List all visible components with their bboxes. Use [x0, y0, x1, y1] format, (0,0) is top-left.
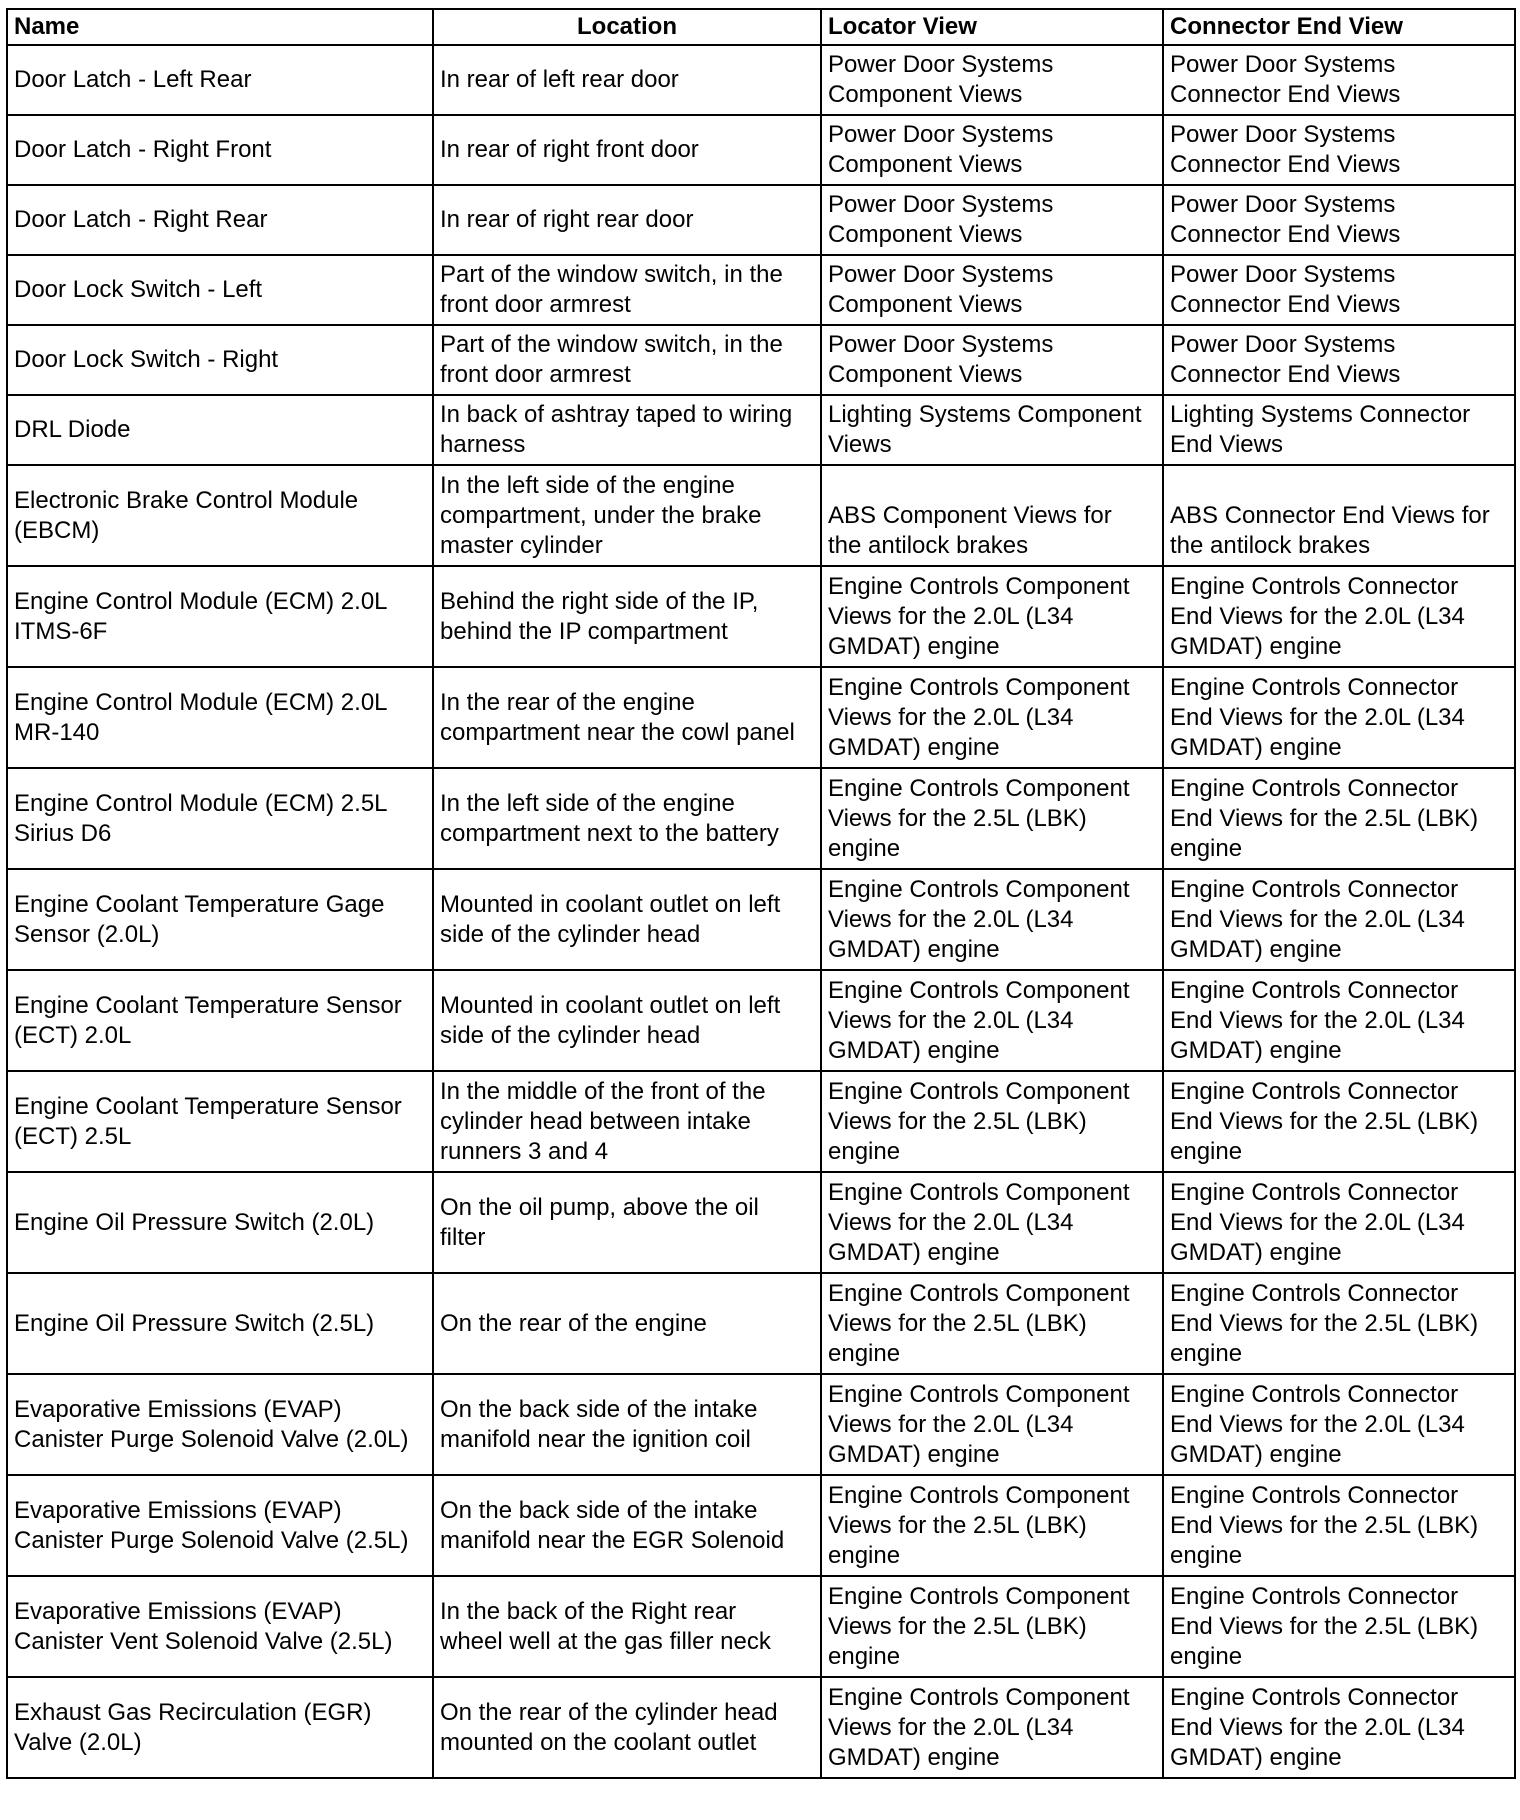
location-cell: In rear of right rear door — [433, 185, 821, 255]
location-cell: In the middle of the front of the cylinder head between intake runners 3 and 4 — [433, 1071, 821, 1172]
table-row — [7, 768, 1515, 869]
connector-view-cell: Engine Controls Connector End Views for the 2.5L (LBK) engine — [1163, 1576, 1515, 1677]
table-row — [7, 1576, 1515, 1677]
table-row — [7, 1172, 1515, 1273]
name-cell: Engine Coolant Temperature Sensor (ECT) 2.0L — [7, 970, 433, 1071]
location-cell: Mounted in coolant outlet on left side of the cylinder head — [433, 869, 821, 970]
header-locator-view: Locator View — [821, 9, 1163, 45]
name-cell: Evaporative Emissions (EVAP) Canister Purge Solenoid Valve (2.0L) — [7, 1374, 433, 1475]
table-header — [7, 9, 1515, 45]
table-row — [7, 1273, 1515, 1374]
name-cell: DRL Diode — [7, 395, 433, 465]
location-cell: On the rear of the cylinder head mounted on the coolant outlet — [433, 1677, 821, 1778]
connector-view-cell: Lighting Systems Connector End Views — [1163, 395, 1515, 465]
connector-view-cell: Engine Controls Connector End Views for the 2.0L (L34 GMDAT) engine — [1163, 1172, 1515, 1273]
name-cell: Door Latch - Right Front — [7, 115, 433, 185]
name-cell: Door Lock Switch - Left — [7, 255, 433, 325]
locator-view-cell: Power Door Systems Component Views — [821, 255, 1163, 325]
connector-view-cell: Engine Controls Connector End Views for the 2.0L (L34 GMDAT) engine — [1163, 869, 1515, 970]
location-cell: In the left side of the engine compartment next to the battery — [433, 768, 821, 869]
connector-view-cell: Engine Controls Connector End Views for the 2.0L (L34 GMDAT) engine — [1163, 667, 1515, 768]
name-cell: Electronic Brake Control Module (EBCM) — [7, 465, 433, 566]
locator-view-cell: Engine Controls Component Views for the 2.0L (L34 GMDAT) engine — [821, 1172, 1163, 1273]
header-name: Name — [7, 9, 433, 45]
document-page — [6, 8, 1514, 1779]
location-cell: In the left side of the engine compartment, under the brake master cylinder — [433, 465, 821, 566]
connector-view-cell: Power Door Systems Connector End Views — [1163, 255, 1515, 325]
location-cell: On the rear of the engine — [433, 1273, 821, 1374]
locator-view-cell: Power Door Systems Component Views — [821, 45, 1163, 115]
header-row — [7, 9, 1515, 45]
name-cell: Engine Oil Pressure Switch (2.5L) — [7, 1273, 433, 1374]
table-row — [7, 465, 1515, 566]
name-cell: Evaporative Emissions (EVAP) Canister Vent Solenoid Valve (2.5L) — [7, 1576, 433, 1677]
name-cell: Door Latch - Left Rear — [7, 45, 433, 115]
connector-view-cell: ABS Connector End Views for the antilock brakes — [1163, 465, 1515, 566]
name-cell: Engine Coolant Temperature Gage Sensor (2.0L) — [7, 869, 433, 970]
table-row — [7, 970, 1515, 1071]
location-cell: On the oil pump, above the oil filter — [433, 1172, 821, 1273]
connector-view-cell: Engine Controls Connector End Views for the 2.0L (L34 GMDAT) engine — [1163, 1374, 1515, 1475]
header-connector-end-view: Connector End View — [1163, 9, 1515, 45]
location-cell: Mounted in coolant outlet on left side of the cylinder head — [433, 970, 821, 1071]
table-row — [7, 395, 1515, 465]
locator-view-cell: Engine Controls Component Views for the 2.0L (L34 GMDAT) engine — [821, 566, 1163, 667]
connector-view-cell: Power Door Systems Connector End Views — [1163, 185, 1515, 255]
connector-view-cell: Engine Controls Connector End Views for the 2.0L (L34 GMDAT) engine — [1163, 1677, 1515, 1778]
locator-view-cell: Engine Controls Component Views for the 2.0L (L34 GMDAT) engine — [821, 1374, 1163, 1475]
location-cell: On the back side of the intake manifold near the EGR Solenoid — [433, 1475, 821, 1576]
table-row — [7, 185, 1515, 255]
connector-view-cell: Power Door Systems Connector End Views — [1163, 115, 1515, 185]
name-cell: Door Latch - Right Rear — [7, 185, 433, 255]
table-row — [7, 115, 1515, 185]
connector-view-cell: Engine Controls Connector End Views for the 2.5L (LBK) engine — [1163, 768, 1515, 869]
table-row — [7, 255, 1515, 325]
locator-view-cell: Power Door Systems Component Views — [821, 185, 1163, 255]
table-row — [7, 1677, 1515, 1778]
connector-view-cell: Power Door Systems Connector End Views — [1163, 325, 1515, 395]
location-cell: In rear of left rear door — [433, 45, 821, 115]
locator-view-cell: Engine Controls Component Views for the 2.5L (LBK) engine — [821, 1071, 1163, 1172]
table-row — [7, 1475, 1515, 1576]
locator-view-cell: Power Door Systems Component Views — [821, 325, 1163, 395]
connector-view-cell: Engine Controls Connector End Views for the 2.5L (LBK) engine — [1163, 1475, 1515, 1576]
locator-view-cell: Engine Controls Component Views for the 2.0L (L34 GMDAT) engine — [821, 667, 1163, 768]
connector-view-cell: Engine Controls Connector End Views for the 2.5L (LBK) engine — [1163, 1273, 1515, 1374]
locator-view-cell: Engine Controls Component Views for the 2.5L (LBK) engine — [821, 1576, 1163, 1677]
connector-view-cell: Engine Controls Connector End Views for the 2.0L (L34 GMDAT) engine — [1163, 566, 1515, 667]
location-cell: Part of the window switch, in the front door armrest — [433, 255, 821, 325]
locator-view-cell: Engine Controls Component Views for the 2.0L (L34 GMDAT) engine — [821, 869, 1163, 970]
table-body — [7, 45, 1515, 1778]
location-cell: Part of the window switch, in the front door armrest — [433, 325, 821, 395]
name-cell: Engine Control Module (ECM) 2.0L MR-140 — [7, 667, 433, 768]
header-location: Location — [433, 9, 821, 45]
name-cell: Engine Coolant Temperature Sensor (ECT) 2.5L — [7, 1071, 433, 1172]
connector-view-cell: Power Door Systems Connector End Views — [1163, 45, 1515, 115]
table-row — [7, 667, 1515, 768]
locator-view-cell: ABS Component Views for the antilock brakes — [821, 465, 1163, 566]
table-row — [7, 325, 1515, 395]
locator-view-cell: Engine Controls Component Views for the 2.5L (LBK) engine — [821, 1273, 1163, 1374]
location-cell: In the back of the Right rear wheel well at the gas filler neck — [433, 1576, 821, 1677]
location-cell: In back of ashtray taped to wiring harness — [433, 395, 821, 465]
locator-view-cell: Engine Controls Component Views for the 2.0L (L34 GMDAT) engine — [821, 1677, 1163, 1778]
location-cell: Behind the right side of the IP, behind the IP compartment — [433, 566, 821, 667]
name-cell: Exhaust Gas Recirculation (EGR) Valve (2.0L) — [7, 1677, 433, 1778]
table-row — [7, 1071, 1515, 1172]
table-row — [7, 566, 1515, 667]
location-cell: On the back side of the intake manifold near the ignition coil — [433, 1374, 821, 1475]
connector-view-cell: Engine Controls Connector End Views for the 2.0L (L34 GMDAT) engine — [1163, 970, 1515, 1071]
locator-view-cell: Engine Controls Component Views for the 2.5L (LBK) engine — [821, 1475, 1163, 1576]
locator-view-cell: Engine Controls Component Views for the 2.0L (L34 GMDAT) engine — [821, 970, 1163, 1071]
name-cell: Evaporative Emissions (EVAP) Canister Purge Solenoid Valve (2.5L) — [7, 1475, 433, 1576]
locator-view-cell: Power Door Systems Component Views — [821, 115, 1163, 185]
name-cell: Door Lock Switch - Right — [7, 325, 433, 395]
locator-view-cell: Lighting Systems Component Views — [821, 395, 1163, 465]
name-cell: Engine Control Module (ECM) 2.5L Sirius D6 — [7, 768, 433, 869]
table-row — [7, 869, 1515, 970]
location-cell: In the rear of the engine compartment near the cowl panel — [433, 667, 821, 768]
location-cell: In rear of right front door — [433, 115, 821, 185]
connector-view-cell: Engine Controls Connector End Views for the 2.5L (LBK) engine — [1163, 1071, 1515, 1172]
component-locator-table — [6, 8, 1516, 1779]
name-cell: Engine Control Module (ECM) 2.0L ITMS-6F — [7, 566, 433, 667]
locator-view-cell: Engine Controls Component Views for the 2.5L (LBK) engine — [821, 768, 1163, 869]
name-cell: Engine Oil Pressure Switch (2.0L) — [7, 1172, 433, 1273]
table-row — [7, 45, 1515, 115]
table-row — [7, 1374, 1515, 1475]
